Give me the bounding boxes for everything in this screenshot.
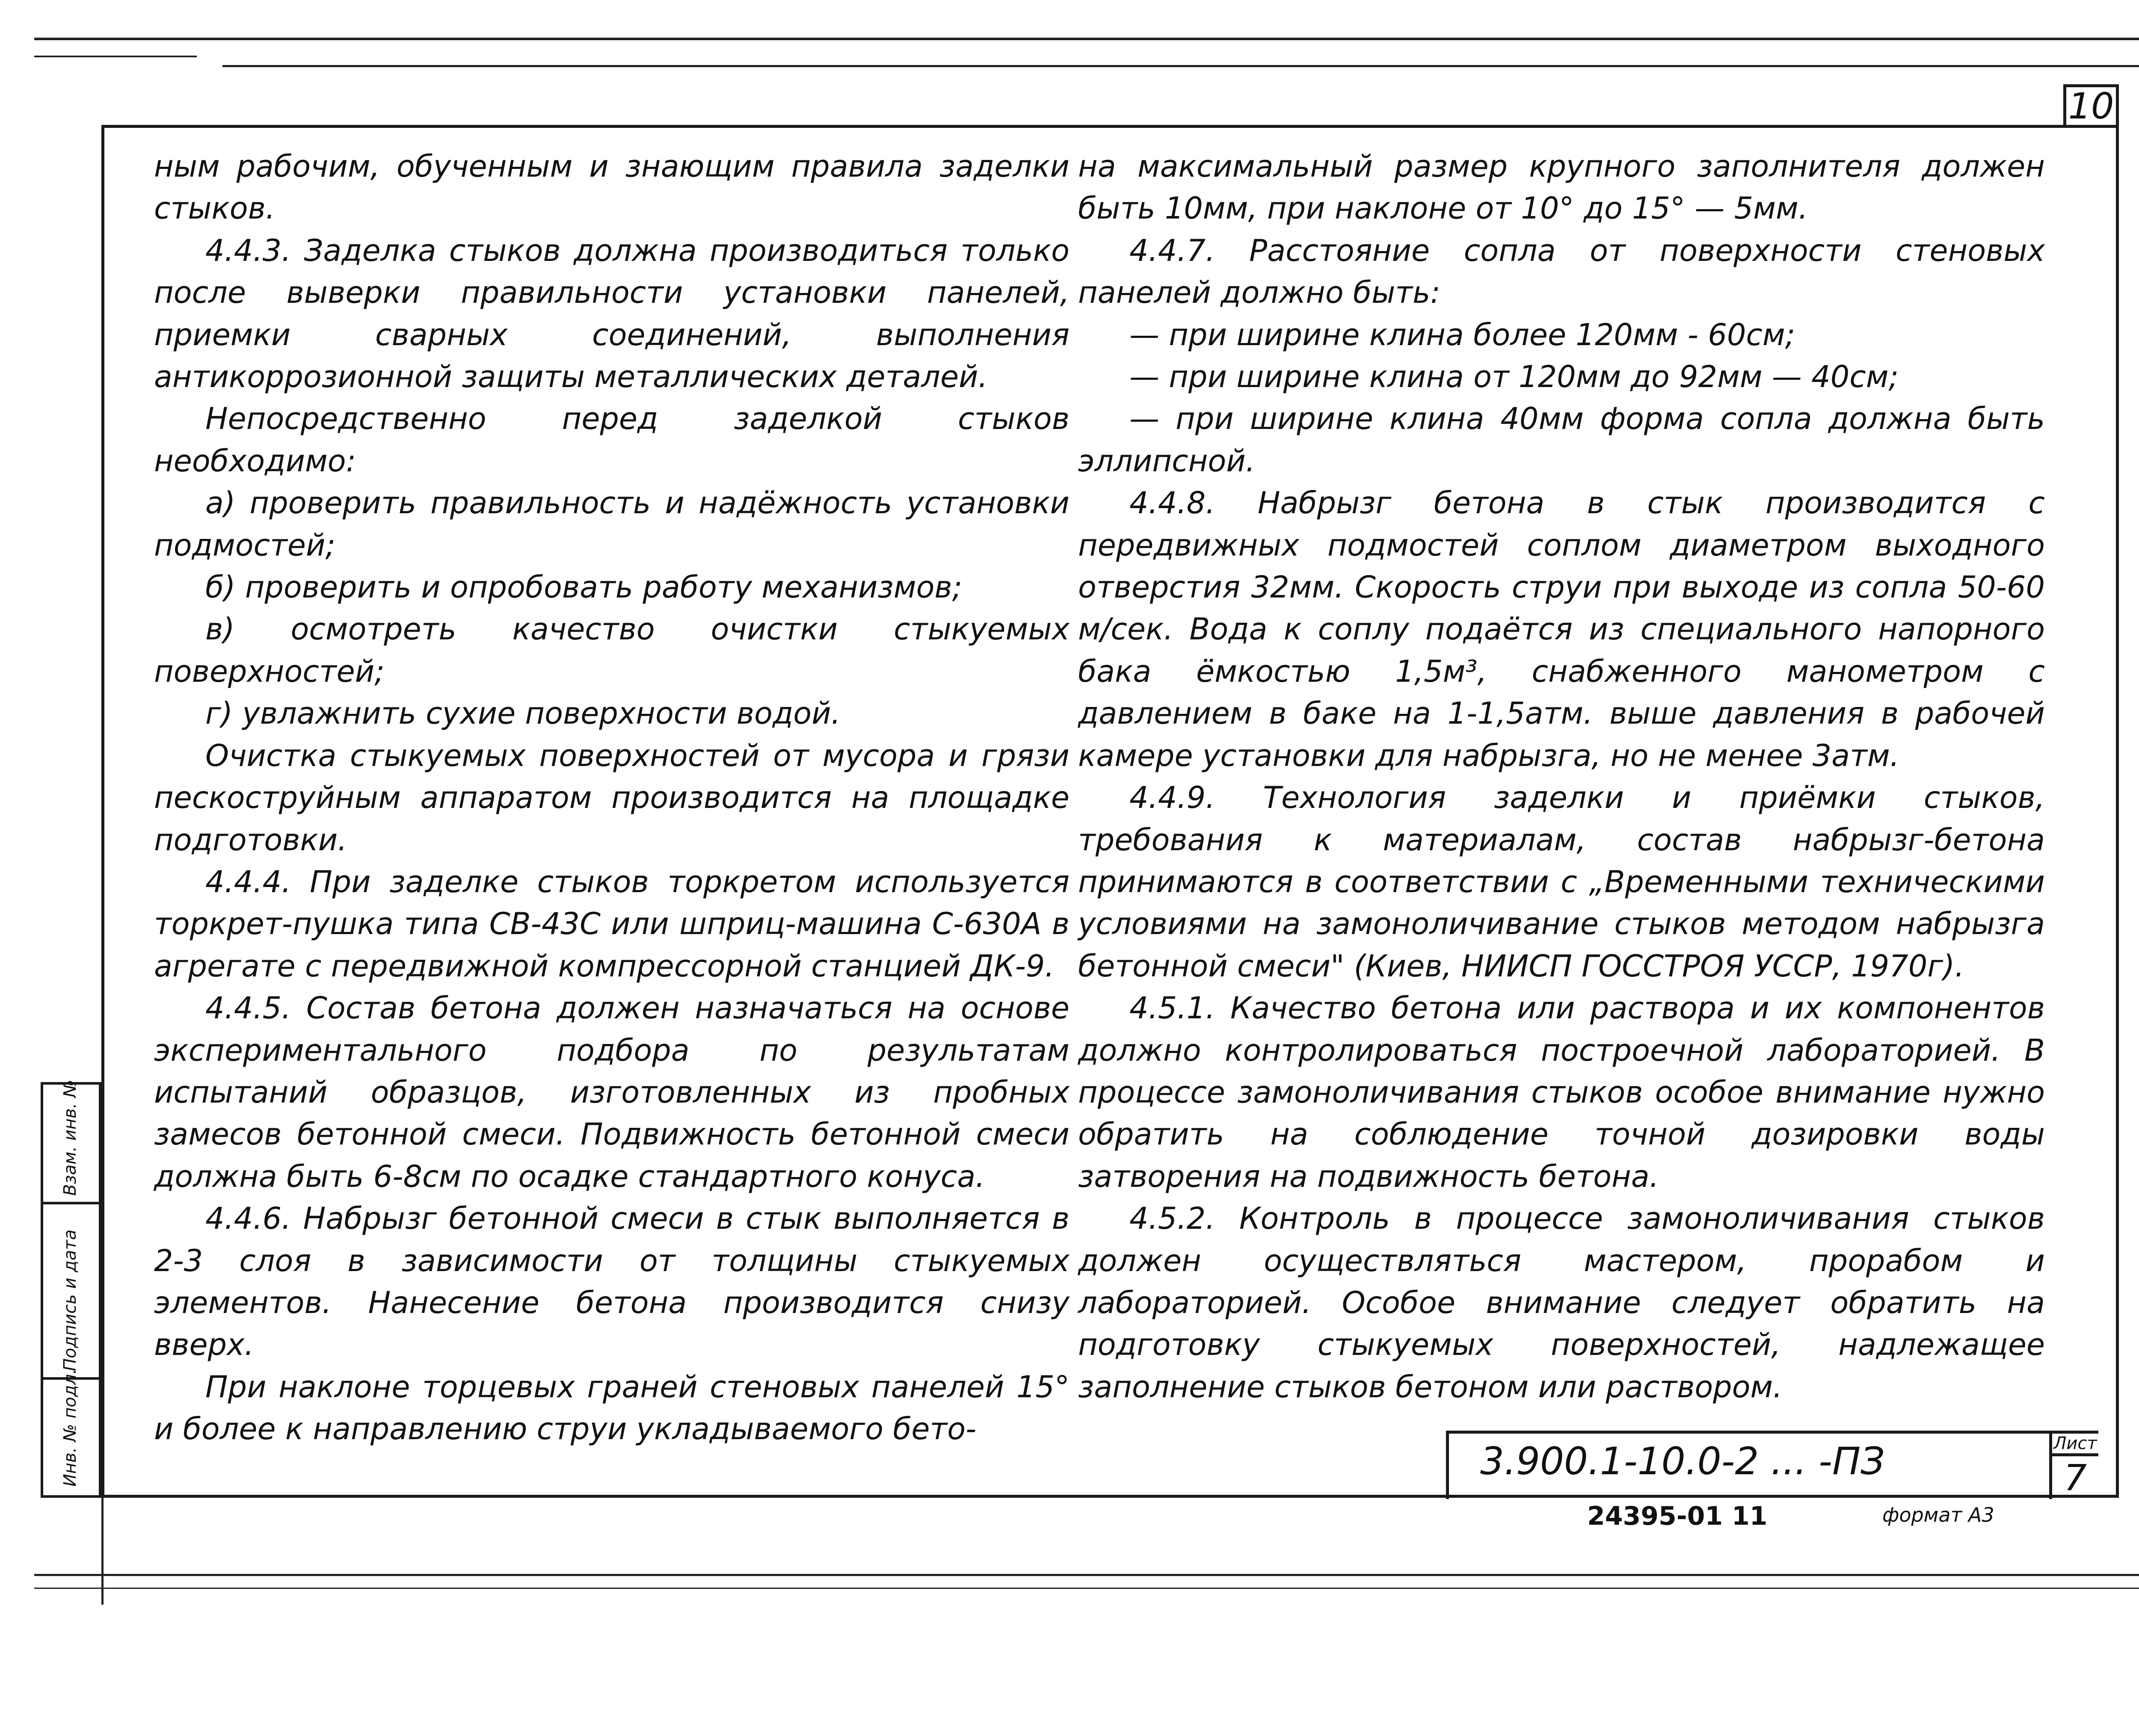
top-rule-1 bbox=[34, 38, 2139, 40]
paragraph: — при ширине клина более 120мм - 60см; bbox=[1129, 317, 1795, 352]
top-rule-3 bbox=[222, 65, 2139, 67]
paper-format: формат А3 bbox=[1882, 1503, 1994, 1526]
paragraph: 4.4.5. Состав бетона должен назначаться на основе экспериментального подбора по результатам испытаний образцов, изготовленных из пробных замесов бетонной смеси. Подвижность бетонной смеси должна быть 6-8см по осадке стандартного конуса. bbox=[154, 991, 1070, 1194]
paragraph: на максимальный размер крупного заполнителя должен быть 10мм, при наклоне от 10° до 15° — 5мм. bbox=[1078, 149, 2045, 226]
paragraph: 4.4.3. Заделка стыков должна производиться только после выверки правильности установки панелей, приемки сварных соединений, выполнения антикоррозионной защиты металлических деталей. bbox=[154, 233, 1070, 395]
paragraph: 4.4.9. Технология заделки и приёмки стыков, требования к материалам, состав набрызг-бетона принимаются в соответствии с „Временными техническими условиями на замоноличивание стыков методом набрызга бетонной смеси" (Киев, НИИСП ГОССТРОЯ УССР, 1970г). bbox=[1078, 780, 2045, 984]
top-rule-2 bbox=[34, 56, 197, 57]
inventory-number: 24395-01 11 bbox=[1587, 1501, 1768, 1531]
paragraph: 4.5.1. Качество бетона или раствора и их компонентов должно контролироваться построечной лабораторией. В процессе замоноличивания стыков особое внимание нужно обратить на соблюдение точной дозировки воды затворения на подвижность бетона. bbox=[1078, 991, 2045, 1194]
paragraph: б) проверить и опробовать работу механизмов; bbox=[205, 570, 963, 605]
paragraph: Очистка стыкуемых поверхностей от мусора и грязи пескоструйным аппаратом производится на площадке подготовки. bbox=[154, 738, 1070, 858]
paragraph: — при ширине клина 40мм форма сопла должна быть эллипсной. bbox=[1078, 401, 2045, 479]
side-stamp bbox=[41, 1079, 101, 1498]
paragraph: 4.5.2. Контроль в процессе замоноличивания стыков должен осуществляться мастером, прорабом и лабораторией. Особое внимание следует обратить на подготовку стыкуемых поверхностей, надлежащее заполнение стыков бетоном или раствором. bbox=[1078, 1201, 2045, 1405]
side-stamp-cell-signature bbox=[43, 1204, 99, 1380]
page-number: 10 bbox=[2063, 84, 2119, 128]
paragraph: 4.4.6. Набрызг бетонной смеси в стык выполняется в 2-3 слоя в зависимости от толщины стыкуемых элементов. Нанесение бетона производится снизу вверх. bbox=[154, 1201, 1070, 1363]
paragraph: 4.4.8. Набрызг бетона в стык производится с передвижных подмостей соплом диаметром выходного отверстия 32мм. Скорость струи при выходе из сопла 50-60 м/сек. Вода к соплу подаётся из специального напорного бака ёмкостью 1,5м³, снабженного манометром с давлением в баке на 1-1,5атм. выше давления в рабочей камере установки для набрызга, но не менее 3атм. bbox=[1078, 485, 2045, 773]
paragraph: в) осмотреть качество очистки стыкуемых поверхностей; bbox=[154, 612, 1070, 689]
document-code: 3.900.1-10.0-2 ... -ПЗ bbox=[1480, 1439, 1885, 1483]
bottom-rule-1 bbox=[34, 1574, 2139, 1576]
paragraph: ным рабочим, обученным и знающим правила заделки стыков. bbox=[154, 149, 1070, 226]
bottom-rule-2 bbox=[34, 1588, 2139, 1589]
left-column bbox=[154, 145, 1070, 1450]
paragraph: Непосредственно перед заделкой стыков необходимо: bbox=[154, 401, 1070, 479]
right-column bbox=[1078, 145, 2045, 1408]
paragraph: 4.4.4. При заделке стыков торкретом используется торкрет-пушка типа СВ-43С или шприц-машина С-630А в агрегате с передвижной компрессорной станцией ДК-9. bbox=[154, 864, 1070, 984]
side-stamp-cell-original bbox=[43, 1369, 99, 1495]
paragraph: При наклоне торцевых граней стеновых панелей 15° и более к направлению струи укладываемого бето- bbox=[154, 1369, 1070, 1447]
paragraph: а) проверить правильность и надёжность установки подмостей; bbox=[154, 485, 1070, 563]
sheet-label: Лист bbox=[2049, 1433, 2098, 1456]
side-stamp-label-replacement: Взам. инв. № bbox=[60, 1079, 80, 1196]
side-stamp-label-signature: Подпись и дата bbox=[60, 1229, 80, 1371]
paragraph: 4.4.7. Расстояние сопла от поверхности стеновых панелей должно быть: bbox=[1078, 233, 2045, 311]
paragraph: г) увлажнить сухие поверхности водой. bbox=[205, 696, 841, 731]
binding-line bbox=[101, 1498, 104, 1605]
sheet-number: 7 bbox=[2049, 1456, 2098, 1499]
side-stamp-cell-replacement bbox=[43, 1079, 99, 1204]
side-stamp-label-original: Инв. № подл. bbox=[60, 1369, 80, 1487]
paragraph: — при ширине клина от 120мм до 92мм — 40см; bbox=[1129, 359, 1899, 395]
